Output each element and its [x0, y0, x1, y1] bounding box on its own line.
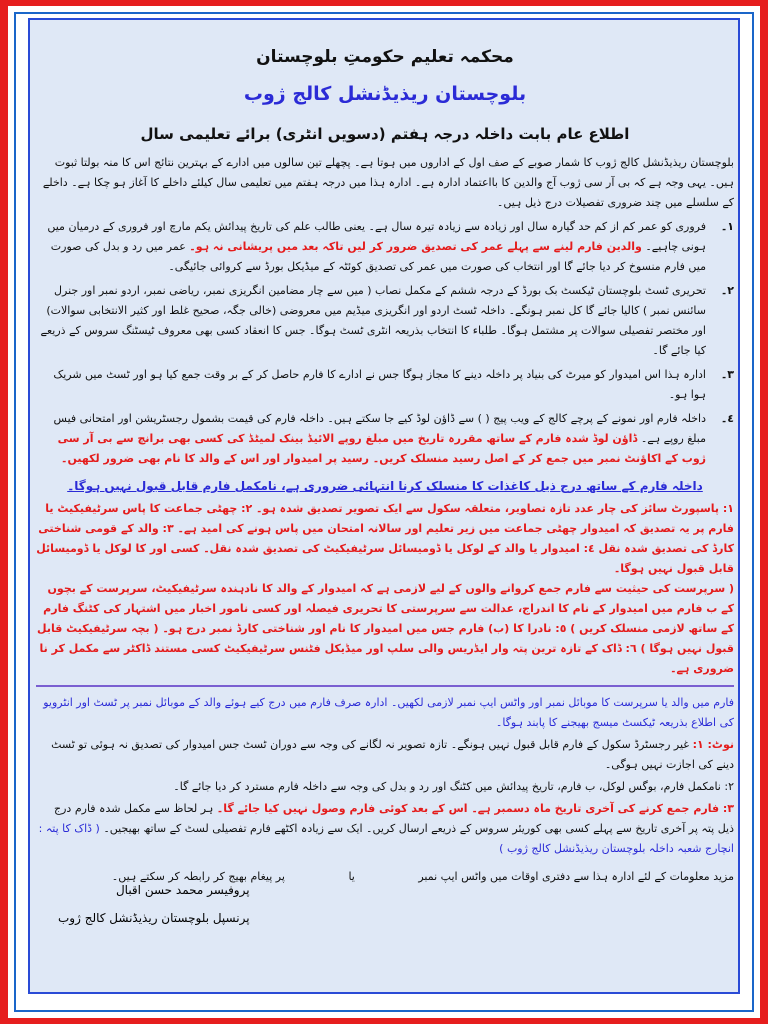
document-content: [36, 46, 734, 988]
contact-or: یا: [348, 870, 355, 883]
intro-line-1: بلوچستان ریذیڈنشل کالج ژوب کا شمار صوبے کے صف اول کے اداروں میں ہوتا ہے۔ پچھلے تین سالوں میں ادارے کے بہترین نتائج اس کا منہ بولتا ثبوت ہیں۔ یہی وجہ ہے کہ بی آر سی ژوب: [54, 156, 734, 189]
divider: [36, 685, 734, 687]
item-text-rest: عمر میں رد و بدل کی صورت میں فارم منسوخ کر دیا جائے گا اور انتخاب کی صورت میں عمر کی تصدیق کوئٹہ کے میڈیکل بورڈ سے کروائی جائیگی۔: [50, 240, 706, 273]
item-3: [36, 365, 734, 405]
item-2: [36, 281, 734, 361]
phone-note: فارم میں والد یا سرپرست کا موبائل نمبر اور واٹس ایپ نمبر لازمی لکھیں۔ ادارہ صرف فارم میں درج کیے ہوئے والد کے موبائل نمبر پر ٹسٹ اور انٹرویو کی اطلاع بذریعہ ٹیکسٹ میسج بھیجنے کا پابند ہوگا۔: [43, 696, 734, 729]
note-3: [36, 799, 734, 859]
note-1: [36, 735, 734, 775]
principal-title: پرنسپل بلوچستان ریذیڈنشل کالج ژوب: [58, 911, 250, 925]
note-2: ٢: نامکمل فارم، بوگس لوکل، ب فارم، تاریخ پیدائش میں کٹنگ اور رد و بدل کی وجہ سے داخلہ فارم مسترد کر دیا جائے گا۔: [173, 780, 734, 793]
documents-list: [36, 499, 734, 679]
note-label: نوٹ: ١:: [692, 738, 734, 751]
signature-block: [58, 876, 250, 932]
documents-list-item: ( سرپرست کی حیثیت سے فارم جمع کروانے والوں کے لیے لازمی ہے کہ امیدوار کے والد کا نادہندہ سرٹیفیکیٹ، سرپرست کے بچوں کے ب فارم میں امیدوار کے نام کا اندراج، عدالت سے سرپرستی کا تحریری فیصلہ اور کسی نامور اخبار میں اشتہار کی کٹنگ فارم کے ساتھ لازمی منسلک کریں ) ٥: نادرا کا (ب) فارم جس میں امیدوار کا نام اور شناختی کارڈ نمبر درج ہو۔ ( بچہ سرٹیفیکیٹ قابل قبول نہیں ہوگا ) ٦: ڈاک کے تازہ ترین پتہ وار ایڈریس والی سلپ اور میڈیکل فٹنس سرٹیفیکیٹ کسی مستند ڈاکٹر سے مکمل کر نا ضروری ہے۔: [37, 582, 734, 675]
item-text: ادارہ ہذا اس امیدوار کو میرٹ کی بنیاد پر داخلہ دینے کا مجاز ہوگا جس نے ادارے کا فارم حاصل کر کے بر وقت جمع کیا ہو اور ٹسٹ میں شریک ہوا ہو۔: [53, 368, 706, 401]
contact-text: مزید معلومات کے لئے ادارہ ہذا سے دفتری اوقات میں واٹس ایپ نمبر: [418, 870, 734, 883]
item-number: ٢۔: [720, 284, 734, 297]
contact-tail: پر پیغام بھیج کر رابطہ کر سکتے ہیں۔: [111, 870, 285, 883]
intro-line-2: آج والدین کا بااعتماد ادارہ ہے۔ ادارہ ہذا میں درجہ ہفتم میں تعلیمی سال کیلئے داخلے کا آغاز ہو چکا ہے۔ داخلے کے سلسلے میں چند ضروری تفصیلات درج ذیل ہیں۔: [42, 176, 734, 209]
note-text: غیر رجسٹرڈ سکول کے فارم قابل قبول نہیں ہونگے۔ تازہ تصویر نہ لگانے کی وجہ سے دوران ٹسٹ جس امیدوار کی تصدیق نہ ہوئی تو ٹسٹ دینے کی اجازت نہیں ہوگی۔: [51, 738, 734, 771]
item-4: [36, 409, 734, 469]
page-frame: [8, 6, 760, 1018]
principal-name: پروفیسر محمد حسن اقبال: [115, 883, 250, 897]
item-text: داخلہ فارم اور نمونے کے پرچے کالج کے ویب پیج ( ) سے ڈاؤن لوڈ کیے جا سکتے ہیں۔ داخلہ فارم کی قیمت بشمول رجسٹریشن اور امتحانی فیس مبلغ روپے ہے۔: [53, 412, 706, 445]
item-number: ٤۔: [720, 412, 734, 425]
item-text: فروری کو عمر کم از کم حد گیارہ سال اور زیادہ سے زیادہ تیرہ سال ہے۔ یعنی طالب علم کی تاریخ پیدائش یکم مارچ اور فروری کے درمیان میں ہونی چاہیے۔: [47, 220, 706, 253]
item-number: ١۔: [720, 220, 734, 233]
documents-list-item: ١: پاسپورٹ سائز کی چار عدد تازہ تصاویر، متعلقہ سکول سے ایک تصویر تصدیق شدہ ہو۔ ٢: چھٹی جماعت کا پاس سرٹیفیکیٹ یا فارم پر یہ تصدیق کہ امیدوار چھٹی جماعت میں زیر تعلیم اور سالانہ امتحان میں پاس ہونے کی امید ہے۔ ٣: والد کے قومی شناختی کارڈ کی تصدیق شدہ نقل ٤: امیدوار یا والد کے لوکل یا ڈومیسائل سرٹیفیکیٹ کی تصدیق شدہ نقل۔ کسی اور کا لوکل یا ڈومیسائل قابل قبول نہیں ہوگا۔: [36, 502, 734, 575]
deadline-text: ٣: فارم جمع کرنے کی آخری تاریخ ماہ دسمبر ہے۔ اس کے بعد کوئی فارم وصول نہیں کیا جائے گا۔: [216, 802, 734, 815]
item-text: تحریری ٹسٹ بلوچستان ٹیکسٹ بک بورڈ کے درجہ ششم کے مکمل نصاب ( میں سے چار مضامین انگریزی نمبر، ریاضی نمبر، اردو نمبر اور جنرل سائنس نمبر ) کالیا جائے گا کل نمبر ہونگے۔ داخلہ ٹسٹ اردو اور انگریزی میڈیم میں معروضی (خالی جگہ، صحیح غلط اور کثیر الانتخابی سوالات) اور مختصر تفصیلی سوالات پر مشتمل ہوگا۔ طلباء کا انتخاب بذریعہ انٹری ٹسٹ ہوگا۔ جس کا انعقاد کسی بھی معروف ٹیسٹنگ سروس کے ذریعے کیا جائے گا۔: [40, 284, 706, 357]
intro-paragraph: [36, 153, 734, 213]
documents-notice: داخلہ فارم کے ساتھ درج ذیل کاغذات کا منسلک کرنا انتہائی ضروری ہے، نامکمل فارم قابل قبول نہیں ہوگا۔: [67, 479, 703, 493]
item-warning: ڈاؤن لوڈ شدہ فارم کے ساتھ مقررہ تاریخ میں مبلغ روپے الائیڈ بینک لمیٹڈ کی کسی بھی برانچ سے بی آر سی ژوب کے اکاؤنٹ نمبر میں جمع کر کے اصل رسید منسلک کریں۔ رسید پر امیدوار اور اس کے والد کا نام بھی ضرور لکھیں۔: [57, 432, 706, 465]
postal-address: ( ڈاک کا پتہ : انچارج شعبہ داخلہ بلوچستان ریذیڈنشل کالج ژوب ): [38, 822, 734, 855]
courier-instructions: ہر لحاظ سے مکمل شدہ فارم درج ذیل پتہ پر آخری تاریخ سے پہلے کسی بھی کوریئر سروس کے ذریعے ارسال کریں۔ ایک سے زیادہ اکٹھے فارم تفصیلی لسٹ کے ساتھ بھیجیں۔: [54, 802, 734, 835]
item-number: ٣۔: [720, 368, 734, 381]
college-title: بلوچستان ریذیڈنشل کالج ژوب: [243, 83, 527, 105]
item-warning: والدین فارم لینے سے پہلے عمر کی تصدیق ضرور کر لیں تاکہ بعد میں پریشانی نہ ہو۔: [189, 240, 642, 253]
department-title: محکمہ تعلیم حکومتِ بلوچستان: [256, 47, 514, 67]
item-1: [36, 217, 734, 277]
announcement-title: اطلاع عام بابت داخلہ درجہ ہفتم (دسویں انٹری) برائے تعلیمی سال: [140, 125, 630, 143]
